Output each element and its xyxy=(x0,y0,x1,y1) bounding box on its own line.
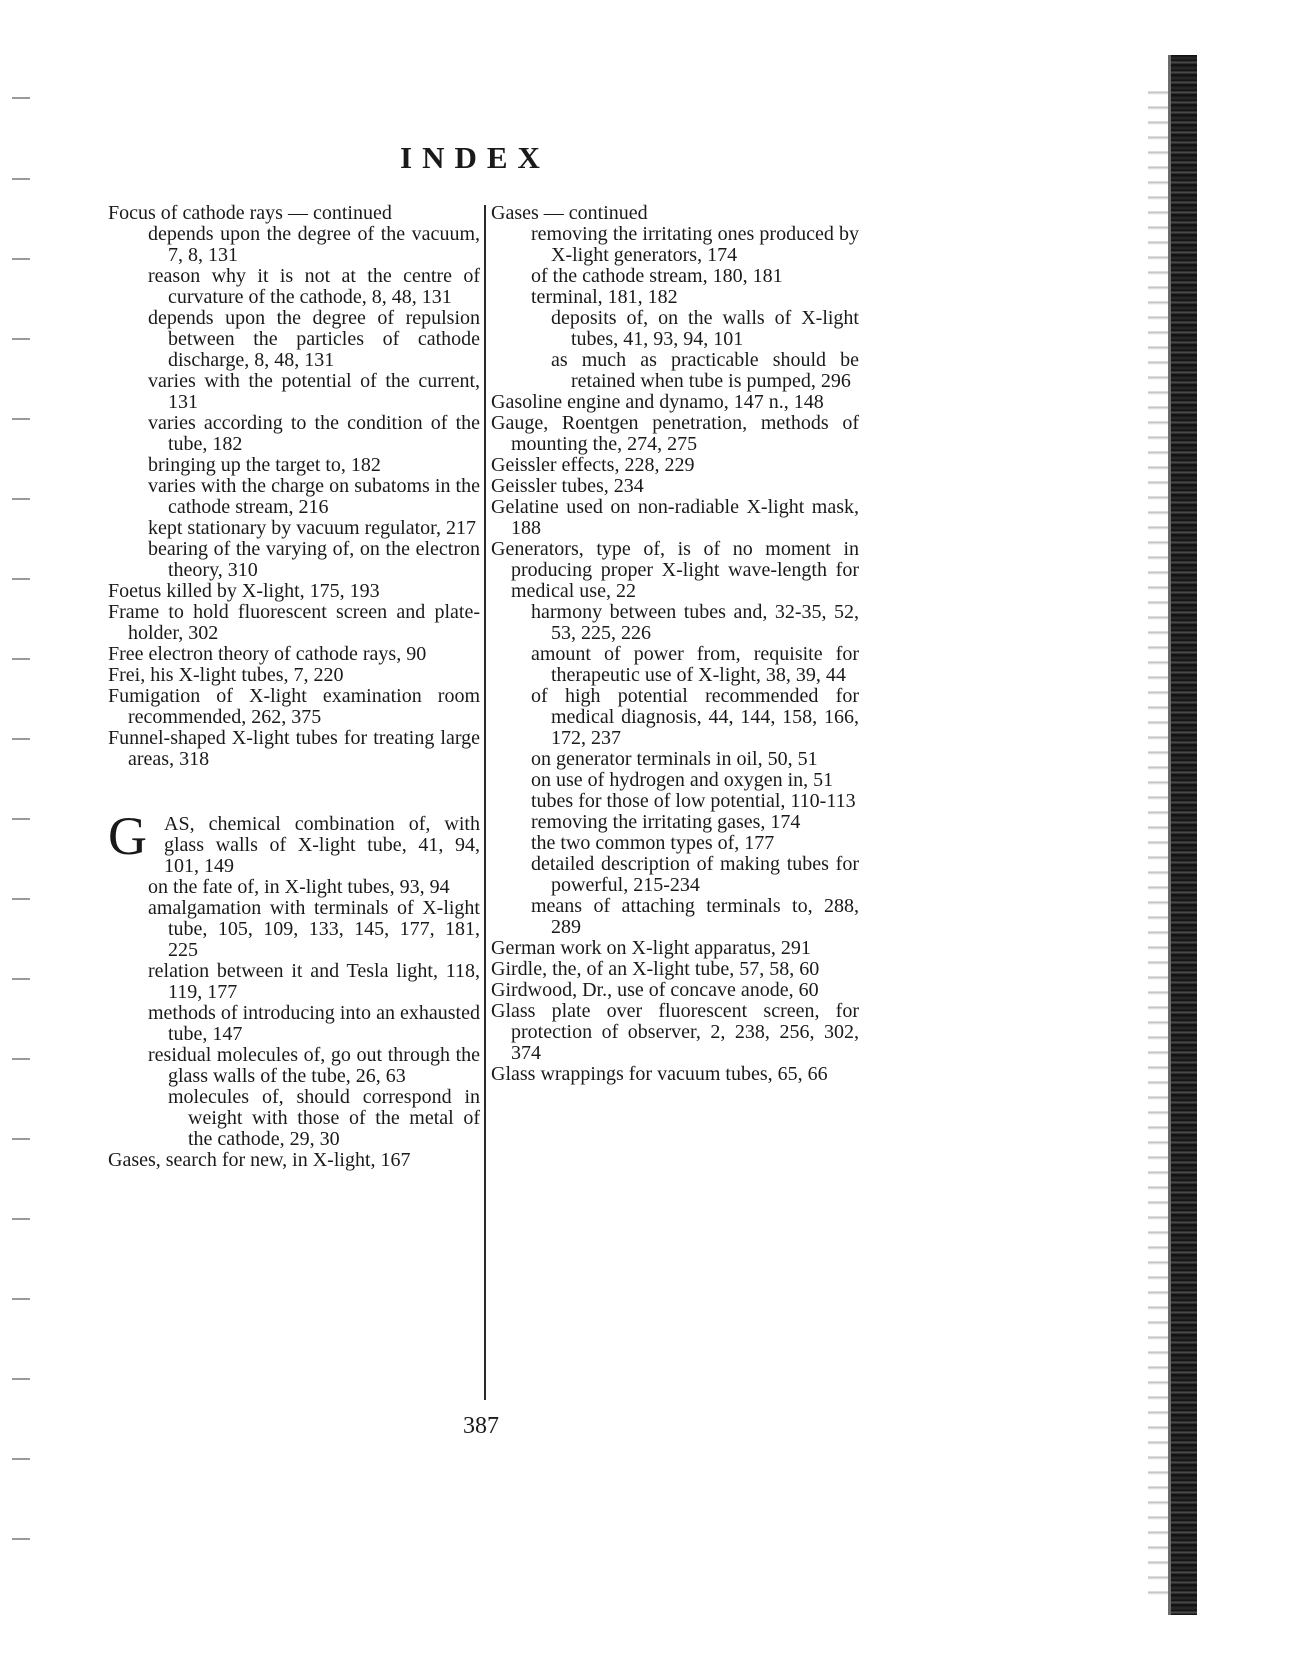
index-entry xyxy=(531,812,859,833)
index-entry-text: means of attaching terminals to, 288, 289 xyxy=(531,895,859,938)
index-entry xyxy=(531,833,859,854)
index-entry xyxy=(148,224,480,266)
margin-tick xyxy=(12,658,30,660)
index-entry-text: molecules of, should correspond in weight with those of the metal of the cathode, 29, 30 xyxy=(168,1086,480,1150)
index-entry xyxy=(491,392,859,413)
index-entry-text: amalgamation with terminals of X-light tube, 105, 109, 133, 145, 177, 181, 225 xyxy=(148,897,480,961)
index-entry xyxy=(491,1064,859,1085)
margin-tick xyxy=(12,738,30,740)
index-entry-text: reason why it is not at the centre of curvature of the cathode, 8, 48, 131 xyxy=(148,265,480,308)
index-entry-text: Free electron theory of cathode rays, 90 xyxy=(108,643,427,665)
index-entry xyxy=(531,791,859,812)
index-entry-text: Gases — continued xyxy=(491,202,648,224)
index-entry xyxy=(148,413,480,455)
index-entry-text: amount of power from, requisite for therapeutic use of X-light, 38, 39, 44 xyxy=(531,643,859,686)
index-entry-text: depends upon the degree of the vacuum, 7, 8, 131 xyxy=(148,223,480,266)
margin-tick xyxy=(12,97,30,99)
index-entry xyxy=(491,203,859,224)
index-entry xyxy=(491,959,859,980)
drop-cap: G xyxy=(108,806,147,866)
index-entry xyxy=(491,1001,859,1064)
index-entry xyxy=(148,1045,480,1087)
margin-tick xyxy=(12,1538,30,1540)
index-entry xyxy=(491,476,859,497)
index-entry xyxy=(531,602,859,644)
index-entry xyxy=(531,266,859,287)
index-entry-text: on generator terminals in oil, 50, 51 xyxy=(531,748,818,770)
index-entry xyxy=(148,308,480,371)
index-entry xyxy=(531,287,859,308)
index-entry-text: Focus of cathode rays — continued xyxy=(108,202,392,224)
column-divider xyxy=(484,205,486,1400)
margin-tick xyxy=(12,338,30,340)
index-entry-text: varies with the charge on subatoms in the cathode stream, 216 xyxy=(148,475,480,518)
index-entry xyxy=(148,539,480,581)
index-entry xyxy=(531,854,859,896)
index-entry-text: Gelatine used on non-radiable X-light mask, 188 xyxy=(491,496,859,539)
index-column-right xyxy=(491,203,859,1085)
margin-tick xyxy=(12,498,30,500)
margin-tick xyxy=(12,1058,30,1060)
index-entry-text: Gases, search for new, in X-light, 167 xyxy=(108,1149,411,1171)
index-entry xyxy=(108,686,480,728)
margin-tick xyxy=(12,178,30,180)
index-entry xyxy=(531,224,859,266)
index-entry xyxy=(148,877,480,898)
index-entry-text: harmony between tubes and, 32-35, 52, 53, 225, 226 xyxy=(531,601,859,644)
index-entry xyxy=(148,1003,480,1045)
index-entry xyxy=(531,896,859,938)
index-entry xyxy=(491,455,859,476)
index-entry-text: Geissler tubes, 234 xyxy=(491,475,644,497)
index-entry-text: bringing up the target to, 182 xyxy=(148,454,381,476)
index-entry xyxy=(148,961,480,1003)
index-entry-text: as much as practicable should be retained when tube is pumped, 296 xyxy=(551,349,859,392)
index-entry-text: bearing of the varying of, on the electron theory, 310 xyxy=(148,538,480,581)
index-entry-text: AS, chemical combination of, with glass walls of X-light tube, 41, 94, 101, 149 xyxy=(164,813,480,877)
page-title: INDEX xyxy=(400,140,550,175)
margin-tick xyxy=(12,418,30,420)
margin-tick xyxy=(12,1138,30,1140)
index-entry-text: Funnel-shaped X-light tubes for treating large areas, 318 xyxy=(108,727,480,770)
index-entry-text: Glass plate over fluorescent screen, for protection of observer, 2, 238, 256, 302, 374 xyxy=(491,1000,859,1064)
index-entry xyxy=(108,1150,480,1171)
index-entry-text: varies with the potential of the current, 131 xyxy=(148,370,480,413)
index-entry-text: the two common types of, 177 xyxy=(531,832,775,854)
index-entry xyxy=(491,539,859,602)
index-entry xyxy=(531,749,859,770)
margin-tick xyxy=(12,1218,30,1220)
index-entry-text: tubes for those of low potential, 110-113 xyxy=(531,790,856,812)
margin-tick xyxy=(12,898,30,900)
index-entry-text: residual molecules of, go out through the glass walls of the tube, 26, 63 xyxy=(148,1044,480,1087)
index-entry-text: Gasoline engine and dynamo, 147 n., 148 xyxy=(491,391,824,413)
index-entry-text: Geissler effects, 228, 229 xyxy=(491,454,695,476)
margin-tick xyxy=(12,1298,30,1300)
index-entry-text: of high potential recommended for medical diagnosis, 44, 144, 158, 166, 172, 237 xyxy=(531,685,859,749)
margin-tick xyxy=(12,258,30,260)
index-entry xyxy=(148,898,480,961)
index-entry-text: German work on X-light apparatus, 291 xyxy=(491,937,811,959)
index-entry xyxy=(148,518,480,539)
book-binding-edge xyxy=(1168,55,1197,1615)
index-entry-text: Gauge, Roentgen penetration, methods of mounting the, 274, 275 xyxy=(491,412,859,455)
index-entry-text: of the cathode stream, 180, 181 xyxy=(531,265,783,287)
index-entry-text: deposits of, on the walls of X-light tubes, 41, 93, 94, 101 xyxy=(551,307,859,350)
index-entry-text: Foetus killed by X-light, 175, 193 xyxy=(108,580,380,602)
index-entry xyxy=(108,665,480,686)
index-entry-text: Fumigation of X-light examination room recommended, 262, 375 xyxy=(108,685,480,728)
margin-tick xyxy=(12,1458,30,1460)
index-entry-text: depends upon the degree of repulsion between the particles of cathode discharge, 8, 48, 131 xyxy=(148,307,480,371)
index-entry xyxy=(148,371,480,413)
index-entry-text: Girdle, the, of an X-light tube, 57, 58, 60 xyxy=(491,958,820,980)
index-column-left xyxy=(108,203,480,1171)
index-entry xyxy=(491,497,859,539)
index-entry xyxy=(108,602,480,644)
margin-tick xyxy=(12,978,30,980)
index-entry-text: relation between it and Tesla light, 118, 119, 177 xyxy=(148,960,480,1003)
index-entry-text: terminal, 181, 182 xyxy=(531,286,678,308)
index-entry xyxy=(491,980,859,1001)
index-entry xyxy=(108,806,480,877)
index-entry xyxy=(531,686,859,749)
index-entry-text: Generators, type of, is of no moment in producing proper X-light wave-length for medical use, 22 xyxy=(491,538,859,602)
index-entry xyxy=(108,644,480,665)
index-entry-text: Girdwood, Dr., use of concave anode, 60 xyxy=(491,979,819,1001)
index-entry-text: Frame to hold fluorescent screen and plate-holder, 302 xyxy=(108,601,480,644)
index-entry xyxy=(168,1087,480,1150)
index-entry xyxy=(108,728,480,770)
index-entry-text: on the fate of, in X-light tubes, 93, 94 xyxy=(148,876,450,898)
index-entry-text: removing the irritating gases, 174 xyxy=(531,811,801,833)
index-entry-text: Glass wrappings for vacuum tubes, 65, 66 xyxy=(491,1063,828,1085)
index-entry xyxy=(551,308,859,350)
index-entry xyxy=(531,644,859,686)
index-entry xyxy=(148,455,480,476)
index-entry-text: kept stationary by vacuum regulator, 217 xyxy=(148,517,476,539)
index-entry xyxy=(108,203,480,224)
index-entry-text: methods of introducing into an exhausted tube, 147 xyxy=(148,1002,480,1045)
index-entry-text: varies according to the condition of the tube, 182 xyxy=(148,412,480,455)
index-entry xyxy=(148,266,480,308)
index-entry xyxy=(531,770,859,791)
margin-tick xyxy=(12,818,30,820)
index-entry xyxy=(491,938,859,959)
index-entry-text: Frei, his X-light tubes, 7, 220 xyxy=(108,664,344,686)
binding-shadow xyxy=(1148,80,1170,1600)
page-number: 387 xyxy=(463,1413,499,1439)
margin-tick xyxy=(12,1378,30,1380)
index-entry xyxy=(491,413,859,455)
margin-tick xyxy=(12,578,30,580)
index-entry xyxy=(148,476,480,518)
index-entry xyxy=(551,350,859,392)
index-entry-text: removing the irritating ones produced by X-light generators, 174 xyxy=(531,223,859,266)
index-entry xyxy=(108,581,480,602)
index-entry-text: detailed description of making tubes for powerful, 215-234 xyxy=(531,853,859,896)
index-entry-text: on use of hydrogen and oxygen in, 51 xyxy=(531,769,834,791)
